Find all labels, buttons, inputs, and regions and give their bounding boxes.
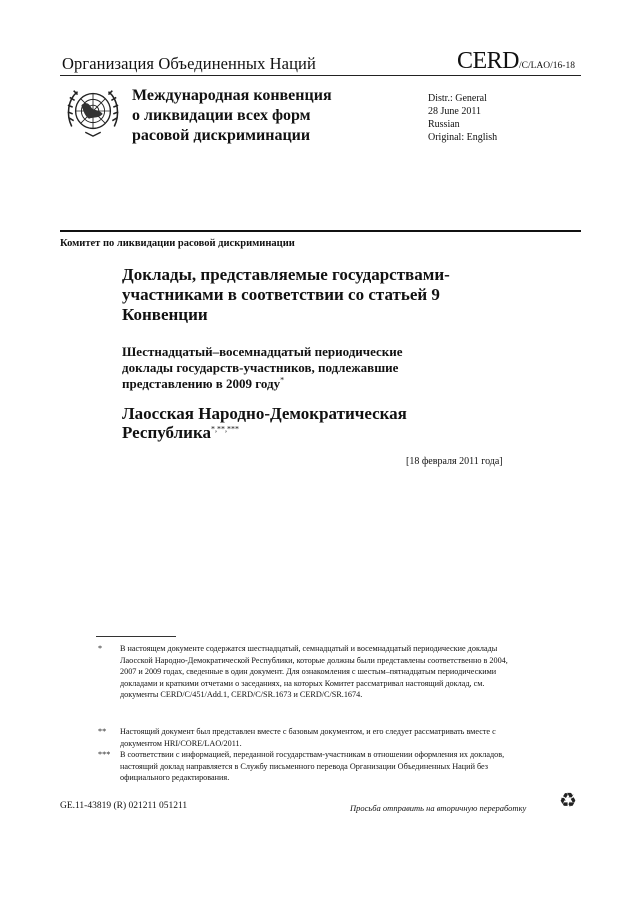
footnote-text: Настоящий документ был представлен вместе с базовым документом, и его следует рассматривать вместе с документом HRI/CORE/LAO/2011. [120,727,496,748]
document-symbol [457,48,575,75]
footnote-mark: *** [98,750,111,759]
sub-heading-line: доклады государств-участников, подлежавшие [122,360,399,375]
sub-heading [122,344,492,392]
recycle-icon: ♻ [559,790,577,812]
organization-name: Организация Объединенных Наций [62,54,316,73]
sub-heading-line [122,376,492,392]
main-heading [122,265,522,325]
sub-heading-line: Шестнадцатый–восемнадцатый периодические [122,344,403,359]
footnote [98,749,518,784]
footnote-mark: * [98,644,103,653]
footnote-marker[interactable]: * [280,375,285,385]
recycle-note: Просьба отправить на вторичную переработку [350,803,527,813]
footnote-text: В настоящем документе содержатся шестнадцатый, семнадцатый и восемнадцатый периодические доклады Лаосской Народно-Демократической Республики, которые должны были представлены соответственно в 2004, 2007 и 2009 годах, сведенные в один документ. Для ознакомления с шестым–пятнадцатым периодическими докладами и краткими отчетами о заседаниях, на которых Комитет рассматривал настоящий доклад, см. документы CERD/C/451/Add.1, CERD/C/SR.1673 и CERD/C/SR.1674. [120,644,508,699]
country-heading-line: Лаосская Народно-Демократическая [122,404,407,423]
convention-title-line: расовой дискриминации [132,127,311,144]
footnote-mark: ** [98,727,107,736]
committee-name: Комитет по ликвидации расовой дискриминации [60,238,295,249]
header-divider [60,75,581,76]
main-heading-line: Доклады, представляемые государствами- [122,265,450,284]
distribution-date: 28 June 2011 [428,106,481,117]
document-symbol-suffix: /C/LAO/16-18 [519,61,575,71]
distribution-info [428,92,497,144]
job-number: GE.11-43819 (R) 021211 051211 [60,801,188,811]
section-divider [60,230,581,232]
footnote-markers[interactable]: *,**,*** [210,424,239,434]
document-symbol-main: CERD [457,48,520,74]
distribution-language: Russian [428,119,460,130]
report-date: [18 февраля 2011 года] [406,456,503,467]
footnote [98,643,518,701]
sub-heading-text: представлению в 2009 году [122,376,281,391]
footnote-separator [96,636,176,637]
un-emblem-icon [64,82,122,140]
country-heading-line [122,423,512,442]
convention-title-line: Международная конвенция [132,87,332,104]
country-heading-text: Республика [122,423,211,442]
main-heading-line: Конвенции [122,305,208,324]
footnote-text: В соответствии с информацией, переданной государствам-участникам в отношении оформления их докладов, настоящий доклад направляется в Службу письменного перевода Организации Объединенных Наций без официального редактирования. [120,750,505,782]
distribution-original: Original: English [428,132,498,143]
distribution-label: Distr.: General [428,93,487,104]
convention-title [132,86,392,146]
convention-title-line: о ликвидации всех форм [132,107,311,124]
footnote [98,726,518,749]
country-heading [122,404,512,442]
main-heading-line: участниками в соответствии со статьей 9 [122,285,440,304]
